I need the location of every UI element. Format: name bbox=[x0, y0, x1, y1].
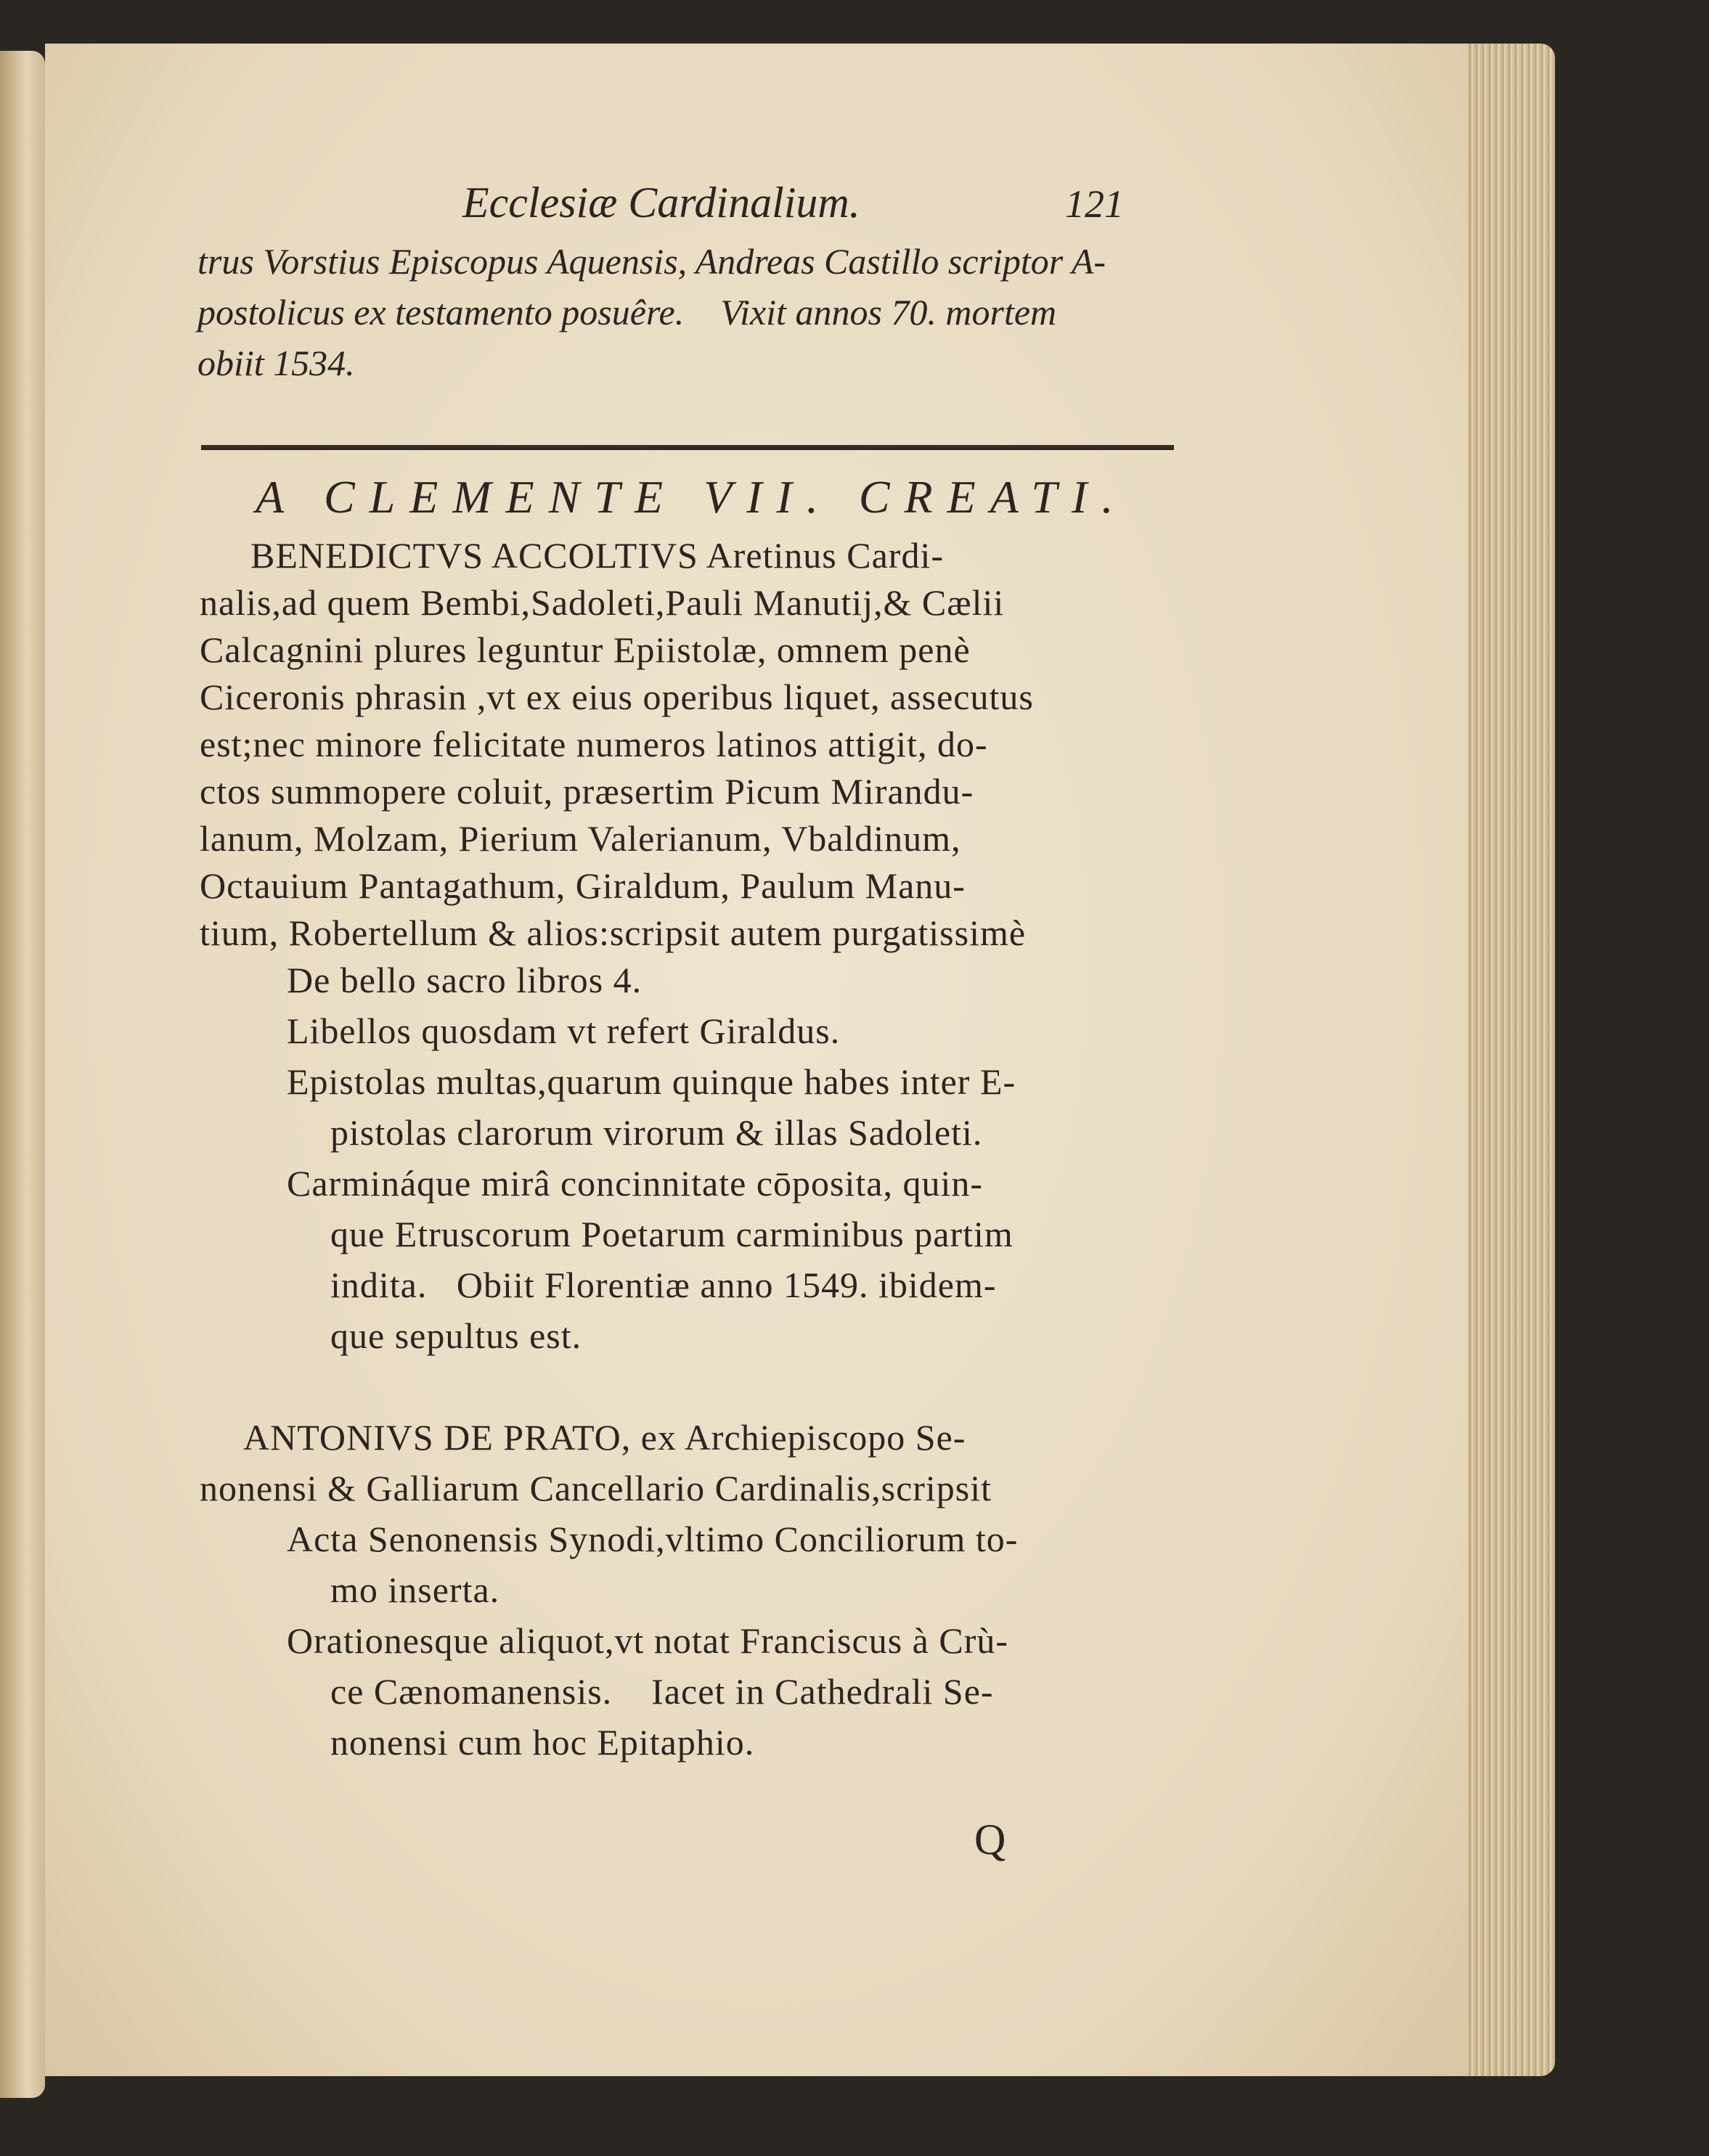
entry-2-line: Acta Senonensis Synodi,vltimo Conciliorum to- bbox=[287, 1519, 1019, 1559]
entry-1-line: Calcagnini plures leguntur Epiistolæ, omnem penè bbox=[200, 629, 971, 670]
entry-2-line: nonensi cum hoc Epitaphio. bbox=[330, 1722, 755, 1763]
facing-page-edge bbox=[0, 51, 45, 2098]
entry-1-line: indita. Obiit Florentiæ anno 1549. ibidem- bbox=[330, 1265, 997, 1305]
section-heading: A CLEMENTE VII. CREATI. bbox=[256, 471, 1128, 523]
entry-1-line: Ciceronis phrasin ,vt ex eius operibus liquet, assecutus bbox=[200, 677, 1034, 717]
entry-2-line: ce Cænomanensis. Iacet in Cathedrali Se- bbox=[330, 1671, 994, 1712]
entry-1-line: que Etruscorum Poetarum carminibus partim bbox=[330, 1214, 1013, 1254]
page-number: 121 bbox=[1065, 182, 1124, 226]
entry-1-line: Octauium Pantagathum, Giraldum, Paulum Manu- bbox=[200, 865, 966, 906]
entry-2-line: ANTONIVS DE PRATO, ex Archiepiscopo Se- bbox=[243, 1417, 966, 1458]
entry-1-line: ctos summopere coluit, præsertim Picum Mirandu- bbox=[200, 771, 974, 812]
entry-1-line: pistolas clarorum virorum & illas Sadoleti. bbox=[330, 1112, 983, 1153]
entry-2-line: mo inserta. bbox=[330, 1569, 500, 1610]
entry-1-line: est;nec minore felicitate numeros latinos attigit, do- bbox=[200, 724, 988, 764]
entry-1-line: tium, Robertellum & alios:scripsit autem purgatissimè bbox=[200, 912, 1027, 953]
entry-2-line: Orationesque aliquot,vt notat Franciscus à Crù- bbox=[287, 1620, 1008, 1661]
book-page bbox=[45, 44, 1468, 2076]
entry-1-line: Epistolas multas,quarum quinque habes inter E- bbox=[287, 1061, 1016, 1102]
entry-1-line: nalis,ad quem Bembi,Sadoleti,Pauli Manutij,& Cælii bbox=[200, 582, 1005, 623]
entry-2-line: nonensi & Galliarum Cancellario Cardinalis,scripsit bbox=[200, 1468, 992, 1508]
entry-1-line: lanum, Molzam, Pierium Valerianum, Vbaldinum, bbox=[200, 818, 961, 859]
entry-1-line: Carmináque mirâ concinnitate cōposita, quin- bbox=[287, 1163, 983, 1204]
section-rule bbox=[201, 445, 1174, 450]
running-title: Ecclesiæ Cardinalium. bbox=[462, 179, 860, 226]
page-block-edges bbox=[1468, 44, 1555, 2076]
entry-1-line: que sepultus est. bbox=[330, 1315, 582, 1356]
entry-1-line: BENEDICTVS ACCOLTIVS Aretinus Cardi- bbox=[250, 535, 944, 576]
entry-1-line: De bello sacro libros 4. bbox=[287, 960, 643, 1000]
entry-1-line: Libellos quosdam vt refert Giraldus. bbox=[287, 1010, 841, 1051]
catchword: Q bbox=[974, 1816, 1006, 1863]
intro-line: trus Vorstius Episcopus Aquensis, Andreas Castillo scriptor A- bbox=[197, 241, 1106, 282]
intro-line: obiit 1534. bbox=[197, 343, 355, 383]
intro-line: postolicus ex testamento posuêre. Vixit annos 70. mortem bbox=[197, 292, 1057, 332]
